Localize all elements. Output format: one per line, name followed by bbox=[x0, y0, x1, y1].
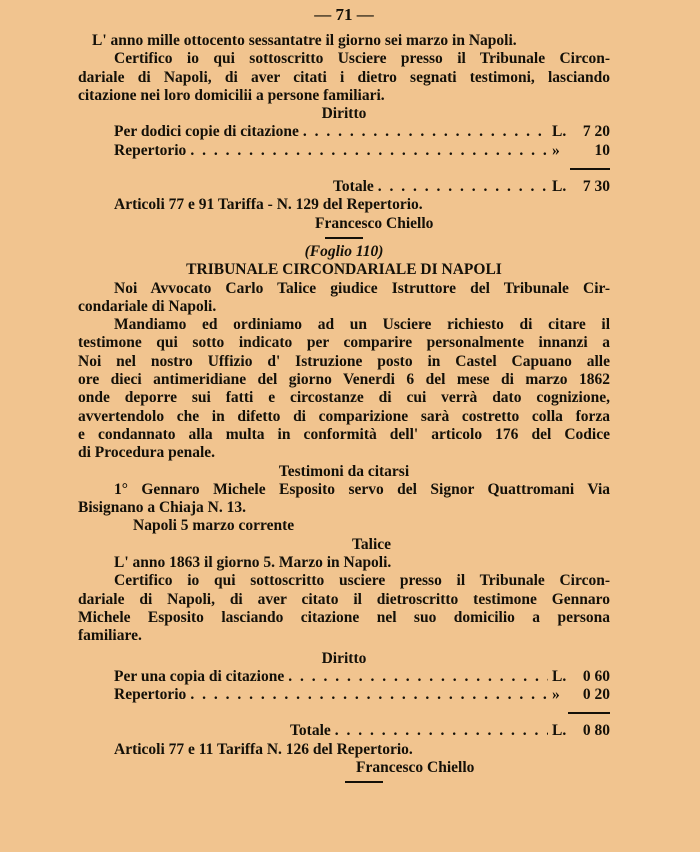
total-row bbox=[78, 722, 610, 740]
fee-label: Per una copia di citazione bbox=[114, 667, 285, 685]
cert-line: citazione nei loro domicilii a persone familiari. bbox=[78, 86, 385, 104]
separator-rule bbox=[345, 781, 383, 783]
total-value: 0 80 bbox=[582, 722, 610, 740]
articoli-line: Articoli 77 e 91 Tariffa - N. 129 del Repertorio. bbox=[114, 196, 423, 214]
leader-dots bbox=[190, 686, 548, 704]
cert-line: dariale di Napoli, di aver citati i dietro segnati testimoni, lasciando bbox=[78, 68, 610, 86]
date-line: Napoli 5 marzo corrente bbox=[133, 517, 295, 535]
fee-value: 0 20 bbox=[582, 686, 610, 704]
noi-line: Noi Avvocato Carlo Talice giudice Istruttore del Tribunale Cir- bbox=[114, 279, 610, 297]
fee-row bbox=[78, 686, 610, 704]
fee-currency: » bbox=[552, 141, 560, 159]
mandiamo-line: di Procedura penale. bbox=[78, 444, 216, 462]
page-number: — 71 — bbox=[314, 5, 374, 24]
noi-line: condariale di Napoli. bbox=[78, 297, 217, 315]
diritto-heading: Diritto bbox=[321, 105, 367, 123]
fee-label: Repertorio bbox=[114, 686, 187, 704]
fee-row bbox=[78, 668, 610, 686]
cert-line: Michele Esposito lasciando citazione nel suo domicilio a persona bbox=[78, 608, 610, 626]
separator-rule bbox=[325, 237, 363, 239]
fee-row bbox=[78, 123, 610, 141]
sum-rule bbox=[570, 168, 610, 170]
testimone-line: Bisignano a Chiaja N. 13. bbox=[78, 499, 246, 517]
cert-line: dariale di Napoli, di aver citato il dietroscritto testimone Gennaro bbox=[78, 590, 610, 608]
fee-value: 7 20 bbox=[582, 123, 610, 141]
opening-line-2: L' anno 1863 il giorno 5. Marzo in Napoli. bbox=[114, 554, 392, 572]
mandiamo-line: Mandiamo ed ordiniamo ad un Usciere richiesto di citare il bbox=[114, 316, 610, 334]
cert-line: familiare. bbox=[78, 627, 142, 645]
cert-line: Certifico io qui sottoscritto Usciere presso il Tribunale Circon- bbox=[114, 50, 610, 68]
fee-currency: L. bbox=[552, 123, 567, 141]
leader-dots bbox=[288, 668, 548, 686]
mandiamo-line: onde deporre sui fatti e circostanze di cui verrà dato cognizione, bbox=[78, 389, 610, 407]
total-row bbox=[78, 178, 610, 196]
leader-dots bbox=[335, 722, 548, 740]
mandiamo-line: Noi nel nostro Uffizio d' Istruzione posto in Castel Capuano alle bbox=[78, 352, 610, 370]
mandiamo-line: e condannato alla multa in conformità dell' articolo 176 del Codice bbox=[78, 425, 610, 443]
total-label: Totale bbox=[333, 178, 374, 196]
fee-label: Repertorio bbox=[114, 141, 187, 159]
opening-line-1: L' anno mille ottocento sessantatre il giorno sei marzo in Napoli. bbox=[92, 32, 517, 49]
leader-dots bbox=[378, 178, 548, 196]
total-currency: L. bbox=[552, 722, 567, 740]
mandiamo-line: testimone qui sotto indicato per comparire personalmente innanzi a bbox=[78, 334, 610, 352]
fee-value: 0 60 bbox=[582, 667, 610, 685]
testimone-line: 1° Gennaro Michele Esposito servo del Signor Quattromani Via bbox=[114, 480, 610, 498]
signature: Francesco Chiello bbox=[315, 214, 434, 232]
cert-line: Certifico io qui sottoscritto usciere presso il Tribunale Circon- bbox=[114, 572, 610, 590]
mandiamo-line: avvertendolo che in difetto di comparizione sarà costretto colla forza bbox=[78, 407, 610, 425]
fee-label: Per dodici copie di citazione bbox=[114, 123, 299, 141]
fee-currency: » bbox=[552, 686, 560, 704]
fee-currency: L. bbox=[552, 667, 567, 685]
total-currency: L. bbox=[552, 178, 567, 196]
diritto-heading: Diritto bbox=[321, 649, 367, 667]
total-value: 7 30 bbox=[582, 178, 610, 196]
testimoni-heading: Testimoni da citarsi bbox=[278, 462, 410, 480]
articoli-line: Articoli 77 e 11 Tariffa N. 126 del Repertorio. bbox=[114, 740, 413, 758]
signature: Francesco Chiello bbox=[356, 758, 475, 776]
leader-dots bbox=[303, 123, 548, 141]
fee-value: 10 bbox=[594, 141, 610, 159]
total-label: Totale bbox=[290, 722, 331, 740]
mandiamo-line: ore dieci antimeridiane del giorno Venerdi 6 del mese di marzo 1862 bbox=[78, 371, 610, 389]
judge-name: Talice bbox=[352, 535, 392, 553]
fee-row bbox=[78, 142, 610, 160]
leader-dots bbox=[190, 142, 548, 160]
sum-rule bbox=[568, 712, 610, 714]
tribunal-heading: TRIBUNALE CIRCONDARIALE DI NAPOLI bbox=[186, 261, 502, 279]
foglio-label: (Foglio 110) bbox=[304, 242, 384, 260]
